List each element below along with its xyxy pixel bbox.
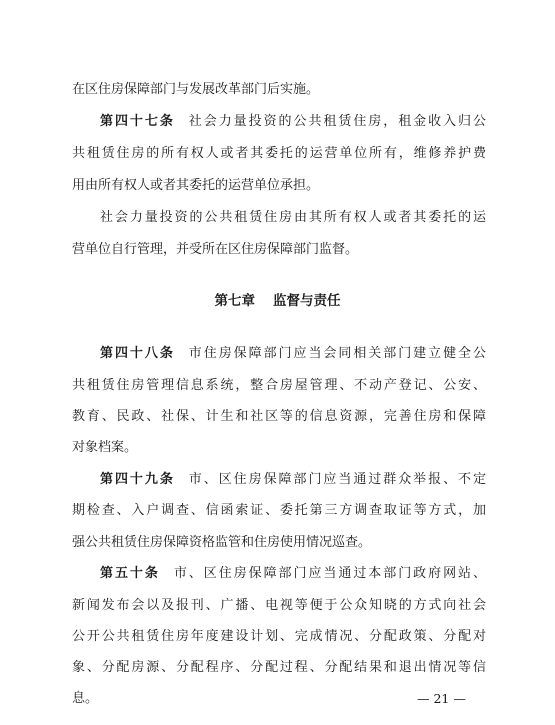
paragraph-line: 在区住房保障部门与发展改革部门后实施。 [72, 82, 320, 97]
paragraph-line: 共租赁住房管理信息系统，整合房屋管理、不动产登记、公安、 [72, 378, 486, 393]
article-47-text: 社会力量投资的公共租赁住房，租金收入归公 [188, 114, 486, 129]
article-47-label: 第四十七条 [100, 114, 175, 129]
article-50-first-line [100, 566, 486, 582]
chapter-title: 监督与责任 [273, 293, 341, 309]
article-49-text: 市、区住房保障部门应当通过群众举报、不定 [188, 472, 486, 487]
paragraph-line: 对象档案。 [72, 440, 138, 455]
paragraph-line: 公开公共租赁住房年度建设计划、完成情况、分配政策、分配对 [72, 629, 486, 644]
paragraph-line: 共租赁住房的所有权人或者其委托的运营单位所有，维修养护费 [72, 146, 486, 161]
paragraph-line: 象、分配房源、分配程序、分配过程、分配结果和退出情况等信 [72, 660, 486, 675]
chapter-heading [0, 289, 555, 309]
paragraph-line: 新闻发布会以及报刊、广播、电视等便于公众知晓的方式向社会 [72, 598, 486, 613]
paragraph-line: 息。 [72, 691, 99, 706]
article-49-first-line [100, 472, 486, 488]
chapter-number: 第七章 [214, 293, 255, 309]
article-50-label: 第五十条 [100, 566, 160, 581]
article-48-first-line [100, 346, 486, 362]
page-number: — 21 — [417, 691, 466, 706]
paragraph-line: 教育、民政、社保、计生和社区等的信息资源，完善住房和保障 [72, 409, 486, 424]
article-49-label: 第四十九条 [100, 472, 175, 487]
article-47-first-line [100, 114, 486, 130]
paragraph-line: 社会力量投资的公共租赁住房由其所有权人或者其委托的运 [100, 210, 486, 225]
article-50-text: 市、区住房保障部门应当通过本部门政府网站、 [173, 566, 486, 581]
article-48-text: 市住房保障部门应当会同相关部门建立健全公 [188, 346, 486, 361]
paragraph-line: 营单位自行管理，并受所在区住房保障部门监督。 [72, 242, 359, 257]
paragraph-line: 用由所有权人或者其委托的运营单位承担。 [72, 178, 320, 193]
paragraph-line: 强公共租赁住房保障资格监管和住房使用情况巡查。 [72, 535, 372, 550]
paragraph-line: 期检查、入户调查、信函索证、委托第三方调查取证等方式，加 [72, 503, 486, 518]
article-48-label: 第四十八条 [100, 346, 175, 361]
